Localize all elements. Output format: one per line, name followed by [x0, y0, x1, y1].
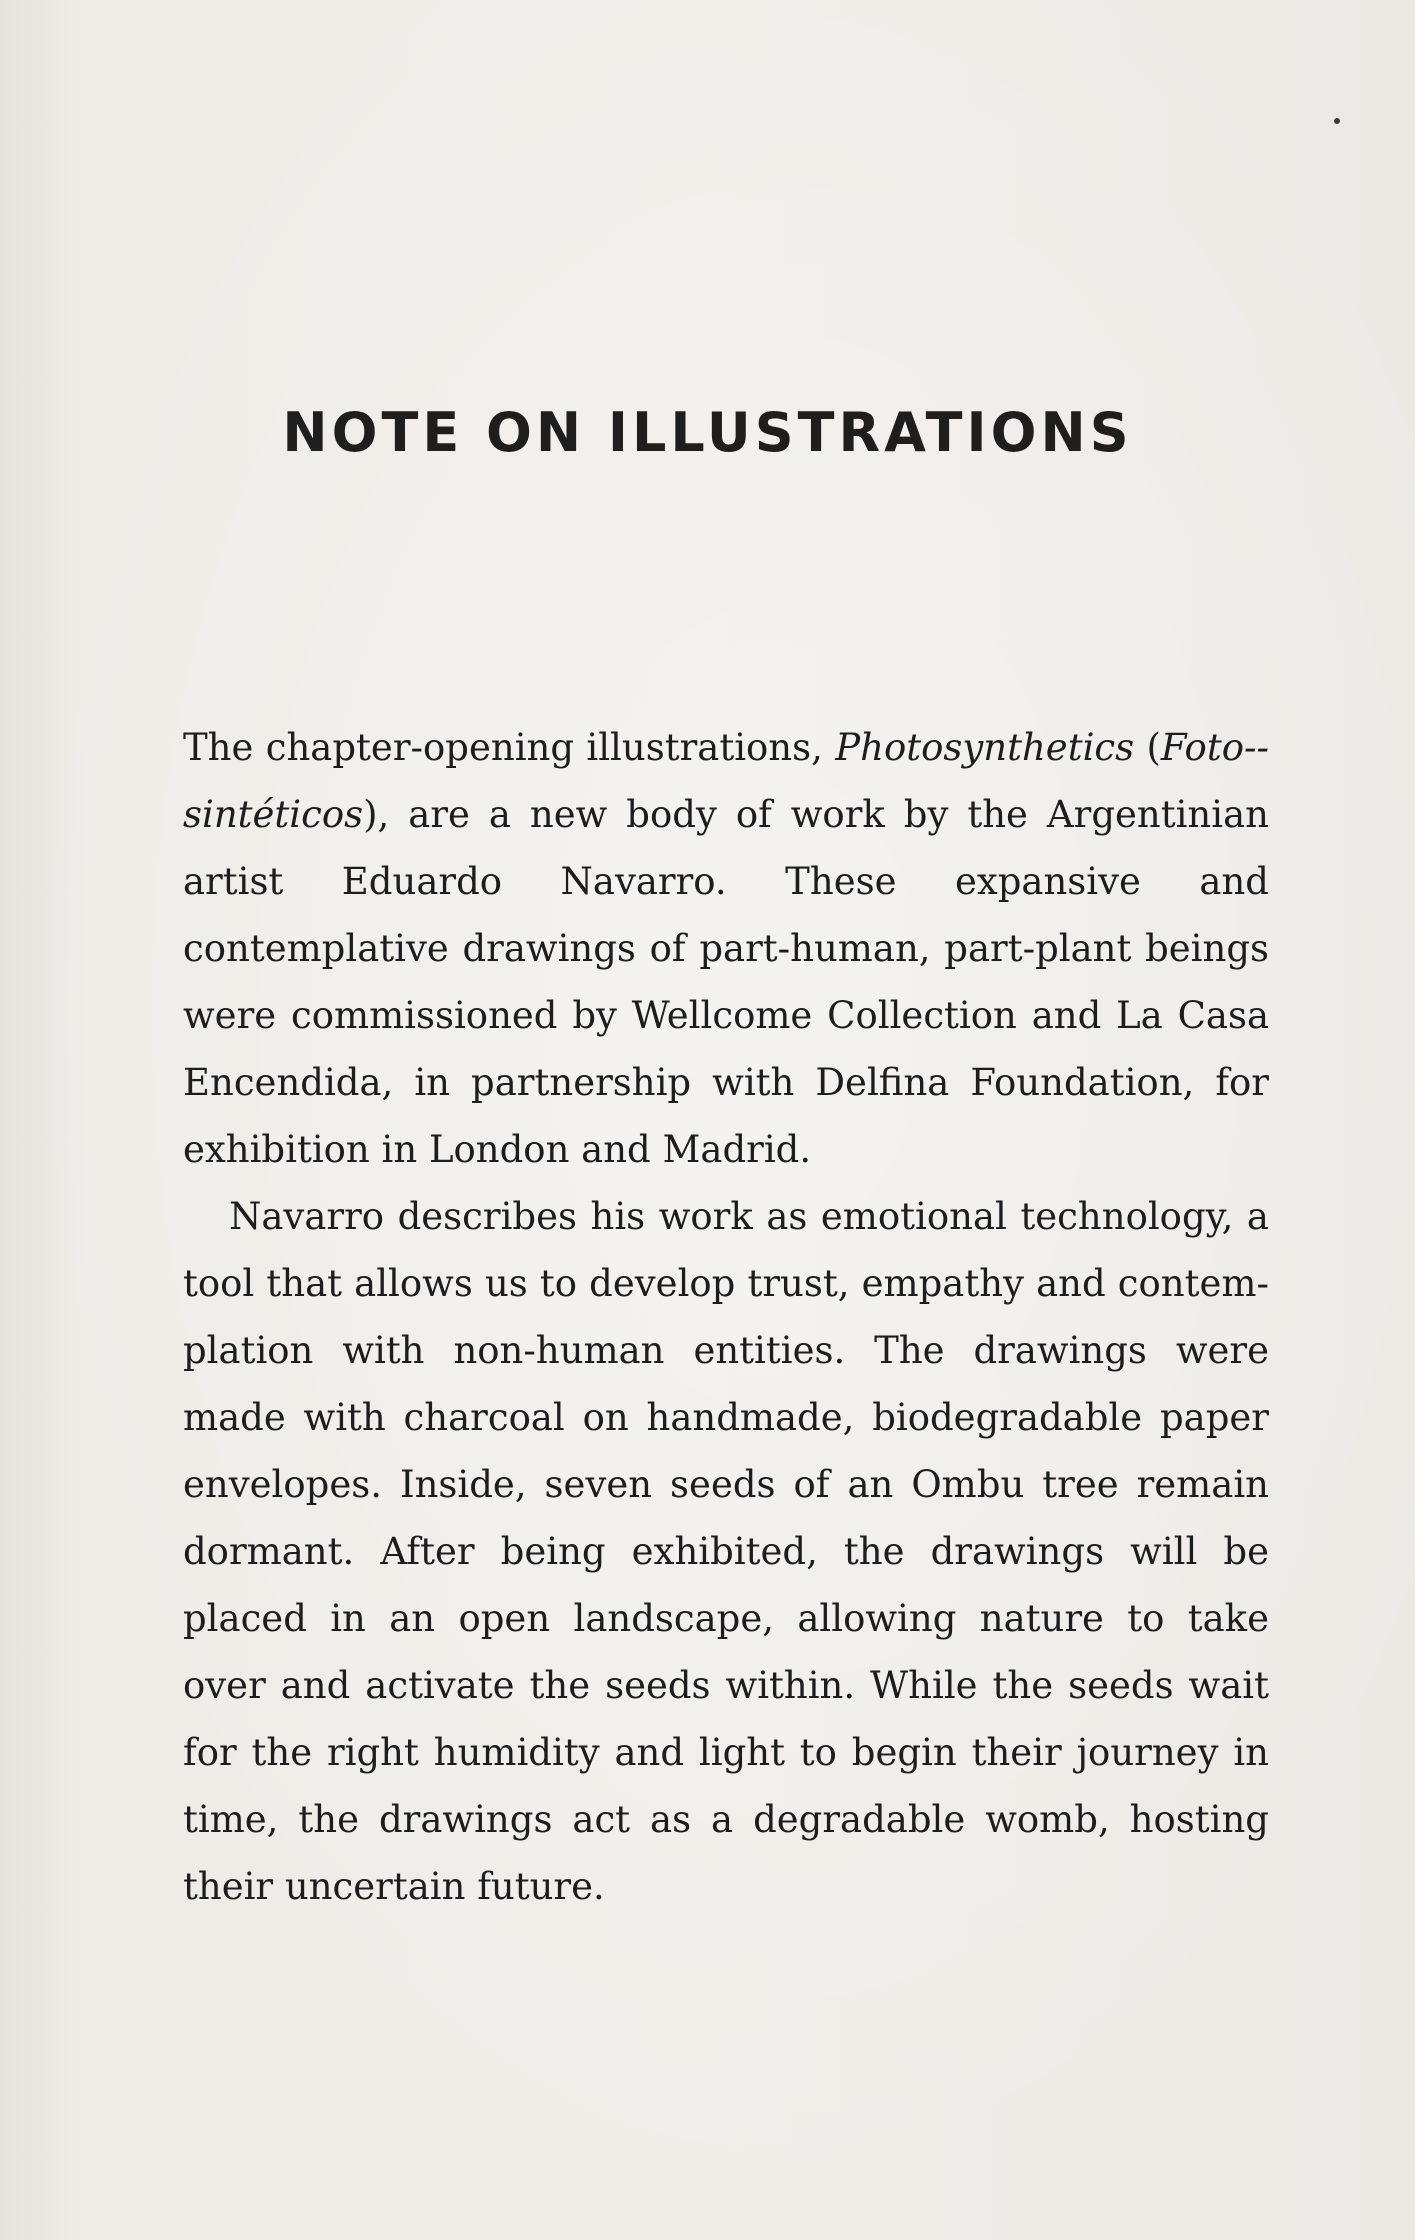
- page-title: NOTE ON ILLUSTRATIONS: [282, 401, 1133, 464]
- body-text: [183, 714, 1269, 1920]
- paragraph-1-rest: ), are a new body of work by the Argentinian artist Eduardo Navarro. These expansive and contemplative drawings of part-human, part-plant beings were commissioned by Wellcome Collection and La Casa Encendida, in partnership with Delfina Foundation, for exhibition in London and Madrid.: [183, 793, 1269, 1171]
- artwork-title: Photosynthetics: [835, 726, 1135, 769]
- paren-open: (: [1134, 726, 1161, 769]
- paragraph-1: [183, 714, 1269, 1183]
- paragraph-1-intro: The chapter-opening illustrations,: [183, 726, 836, 769]
- artwork-title-translation: Foto-sintéticos: [183, 726, 1269, 836]
- paragraph-2: Navarro describes his work as emotional technology, a tool that allows us to develop trust, empathy and contemplation with non-human entities. The drawings were made with charcoal on handmade, biodegradable paper envelopes. Inside, seven seeds of an Ombu tree remain dormant. After being exhibited, the drawings will be placed in an open landscape, allowing nature to take over and activate the seeds within. While the seeds wait for the right humidity and light to begin their journey in time, the drawings act as a degradable womb, hosting their uncertain future.: [183, 1195, 1269, 1908]
- ink-speck: [1334, 118, 1340, 124]
